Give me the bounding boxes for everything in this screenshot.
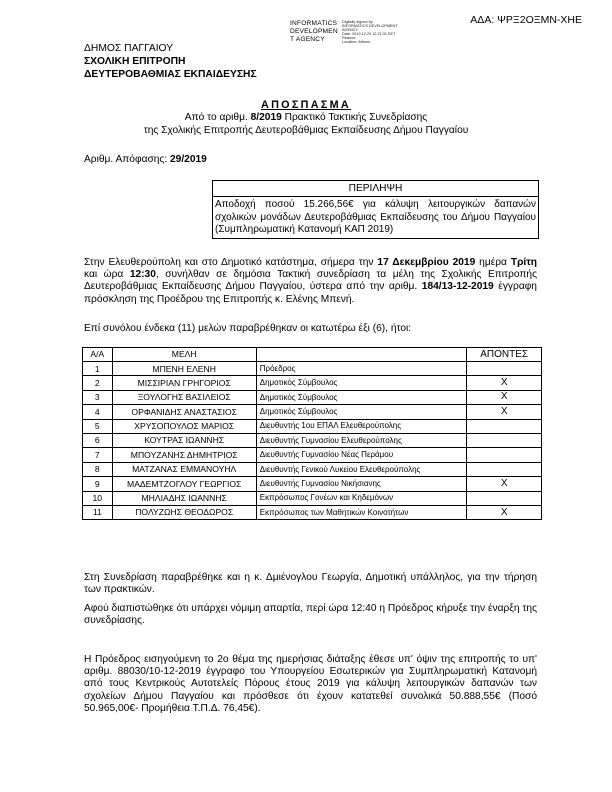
table-row — [83, 362, 542, 376]
member-role: Εκπρόσωπος Γονέων και Κηδεμόνων — [256, 491, 467, 505]
header-role — [256, 348, 467, 362]
absent-mark — [467, 419, 542, 433]
members-table — [82, 347, 542, 520]
row-number: 10 — [83, 491, 113, 505]
member-role: Διευθυντής Γενικού Λυκείου Ελευθερούπολης — [256, 462, 467, 476]
invitation-number: 184/13-12-2019 — [421, 281, 494, 293]
absent-mark: Χ — [467, 405, 542, 419]
member-name: ΟΡΦΑΝΙΔΗΣ ΑΝΑΣΤΑΣΙΟΣ — [112, 405, 256, 419]
issuer-block — [84, 43, 257, 82]
meeting-day: Τρίτη — [510, 257, 537, 268]
table-row — [83, 376, 542, 390]
attendance-line: Επί συνόλου ένδεκα (11) μελών παραβρέθηκαν οι κατωτέρω έξι (6), ήτοι: — [84, 323, 412, 334]
header-members: ΜΕΛΗ — [112, 348, 256, 362]
absent-mark: Χ — [467, 505, 542, 519]
table-row — [83, 448, 542, 462]
table-row — [83, 491, 542, 505]
member-name: ΧΡΥΣΟΠΟΥΛΟΣ ΜΑΡΙΟΣ — [112, 419, 256, 433]
topic-paragraph: Η Πρόεδρος εισηγούμενη το 2ο θέμα της ημερήσιας διάταξης έθεσε υπ' όψιν της επιτροπής το υπ' αριθμ. 88030/10-12-2019 έγγραφο του Υπουργείου Εσωτερικών για Συμπληρωματική Κατανομή από τους Κεντρικούς Αυτοτελείς Πόρους έτους 2019 για κάλυψη λειτουργικών δαπανών των σχολείων Δήμου Παγγαίου και πρόσθεσε ότι έχουν κατατεθεί συνολικά 50.888,55€ (Ποσό 50.965,00€- Προμήθεια Τ.Π.Δ. 76,45€). — [84, 654, 537, 714]
table-row — [83, 462, 542, 476]
absent-mark — [467, 491, 542, 505]
row-number: 2 — [83, 376, 113, 390]
secretary-paragraph: Στη Συνεδρίαση παραβρέθηκε και η κ. Δμιένογλου Γεωργία, Δημοτική υπάλληλος, για την τήρηση των πρακτικών. — [84, 572, 537, 596]
header-absent: ΑΠΟΝΤΕΣ — [467, 348, 542, 362]
member-role: Διευθυντής Γυμνασίου Νικήσιανης — [256, 477, 467, 491]
absent-mark — [467, 433, 542, 447]
absent-mark: Χ — [467, 477, 542, 491]
member-role: Διευθυντής Γυμνασίου Νέας Περάμου — [256, 448, 467, 462]
row-number: 1 — [83, 362, 113, 376]
member-name: ΜΠΟΥΖΑΝΗΣ ΔΗΜΗΤΡΙΟΣ — [112, 448, 256, 462]
row-number: 5 — [83, 419, 113, 433]
member-role: Δημοτικός Σύμβουλος — [256, 376, 467, 390]
table-row — [83, 505, 542, 519]
row-number: 3 — [83, 390, 113, 404]
decision-number: Αριθμ. Απόφασης: 29/2019 — [84, 154, 207, 165]
row-number: 4 — [83, 405, 113, 419]
row-number: 7 — [83, 448, 113, 462]
table-row — [83, 405, 542, 419]
absent-mark — [467, 462, 542, 476]
member-role: Πρόεδρος — [256, 362, 467, 376]
member-name: ΜΙΣΣΙΡΙΑΝ ΓΡΗΓΟΡΙΟΣ — [112, 376, 256, 390]
row-number: 6 — [83, 433, 113, 447]
table-row — [83, 433, 542, 447]
member-name: ΠΟΛΥΖΩΗΣ ΘΕΟΔΩΡΟΣ — [112, 505, 256, 519]
quorum-paragraph: Αφού διαπιστώθηκε ότι υπάρχει νόμιμη απαρτία, περί ώρα 12:40 η Πρόεδρος κήρυξε την έναρξη της συνεδρίασης. — [84, 603, 537, 627]
member-name: ΜΗΛΙΑΔΗΣ ΙΩΑΝΝΗΣ — [112, 491, 256, 505]
absent-mark: Χ — [467, 390, 542, 404]
intro-paragraph: Στην Ελευθερούπολη και στο Δημοτικό κατάστημα, σήμερα την 17 Δεκεμβρίου 2019 ημέρα Τρίτη και ώρα 12:30, συνήλθαν σε δημόσια Τακτική συνεδρίαση τα μέλη της Σχολικής Επιτροπής Δευτεροβάθμιας Εκπαίδευσης Δήμου Παγγαίου, ύστερα από την αριθμ. 184/13-12-2019 έγγραφη πρόσκληση της Προέδρου της Επιτροπής κ. Ελένης Μπενή. — [84, 257, 537, 305]
document-title: ΑΠΟΣΠΑΣΜΑ — [260, 99, 352, 111]
issuer-education-level: ΔΕΥΤΕΡΟΒΑΘΜΙΑΣ ΕΚΠΑΙΔΕΥΣΗΣ — [84, 68, 257, 80]
digital-signature-stamp — [290, 20, 408, 54]
member-role: Διευθυντής 1ου ΕΠΑΛ Ελευθερούπολης — [256, 419, 467, 433]
table-header-row — [83, 348, 542, 362]
member-role: Εκπρόσωπος των Μαθητικών Κοινοτήτων — [256, 505, 467, 519]
issuer-committee: ΣΧΟΛΙΚΗ ΕΠΙΤΡΟΠΗ — [84, 55, 186, 67]
decision-number-value: 29/2019 — [170, 154, 207, 165]
signature-agency-name: INFORMATICS DEVELOPMEN T AGENCY — [290, 20, 338, 43]
row-number: 8 — [83, 462, 113, 476]
member-name: ΚΟΥΤΡΑΣ ΙΩΑΝΝΗΣ — [112, 433, 256, 447]
absent-mark: Χ — [467, 376, 542, 390]
header-aa: Α/Α — [83, 348, 113, 362]
summary-header: ΠΕΡΙΛΗΨΗ — [213, 181, 538, 197]
summary-text: Αποδοχή ποσού 15.266,56€ για κάλυψη λειτουργικών δαπανών σχολικών μονάδων Δευτεροβάθμιας Εκπαίδευσης του Δήμου Παγγαίου (Συμπληρωματική Κατανομή ΚΑΠ 2019) — [215, 199, 536, 236]
member-role: Δημοτικός Σύμβουλος — [256, 390, 467, 404]
summary-box — [212, 180, 539, 239]
member-role: Δημοτικός Σύμβουλος — [256, 405, 467, 419]
table-row — [83, 419, 542, 433]
member-name: ΜΠΕΝΗ ΕΛΕΝΗ — [112, 362, 256, 376]
row-number: 11 — [83, 505, 113, 519]
member-name: ΞΟΥΛΟΓΗΣ ΒΑΣΙΛΕΙΟΣ — [112, 390, 256, 404]
absent-mark — [467, 448, 542, 462]
minutes-number: 8/2019 — [250, 112, 282, 123]
signature-details: Digitally signed by INFORMATICS DEVELOPMENT AGENCY Date: 2019.12.20 12:21:31 EET Reason: Location: Athens — [342, 20, 398, 44]
ada-code: ΑΔΑ: ΨΡΞ2ΟΞΜΝ-ΧΗΕ — [470, 14, 582, 26]
member-name: ΜΑΤΖΑΝΑΣ ΕΜΜΑΝΟΥΗΛ — [112, 462, 256, 476]
member-role: Διευθυντής Γυμνασίου Ελευθερούπολης — [256, 433, 467, 447]
absent-mark — [467, 362, 542, 376]
row-number: 9 — [83, 477, 113, 491]
meeting-time: 12:30 — [129, 269, 156, 281]
table-row — [83, 390, 542, 404]
document-subtitle: Από το αριθμ. 8/2019 Πρακτικό Τακτικής Συνεδρίασης της Σχολικής Επιτροπής Δευτεροβάθμιας Εκπαίδευσης Δήμου Παγγαίου — [143, 112, 469, 136]
issuer-municipality: ΔΗΜΟΣ ΠΑΓΓΑΙΟΥ — [84, 43, 174, 54]
member-name: ΜΑΔΕΜΤΖΟΓΛΟΥ ΓΕΩΡΓΙΟΣ — [112, 477, 256, 491]
table-row — [83, 477, 542, 491]
meeting-date: 17 Δεκεμβρίου 2019 — [377, 257, 476, 268]
